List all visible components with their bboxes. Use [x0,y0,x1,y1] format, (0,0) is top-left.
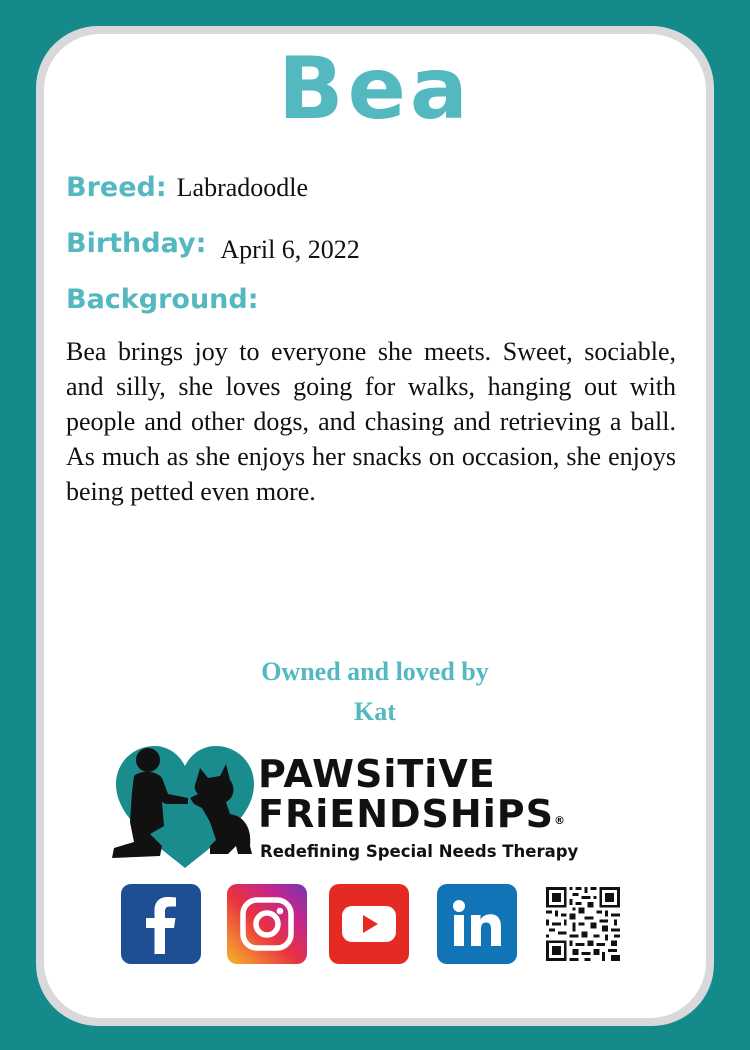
owner-name: Kat [354,697,396,726]
logo-wordmark-line1: PAWSiTiVE [258,752,496,796]
birthday-value: April 6, 2022 [220,235,360,264]
logo-wordmark-text: FRiENDSHiPS [258,792,554,836]
dog-name: Bea [278,39,472,139]
qr-code-icon[interactable] [546,887,620,961]
breed-value: Labradoodle [176,173,309,202]
linkedin-icon[interactable] [437,884,517,964]
facebook-icon[interactable] [121,884,201,964]
birthday-row [66,228,360,264]
logo-tagline: Redefining Special Needs Therapy [260,842,579,861]
owner-credit [0,652,750,732]
background-label: Background: [66,284,259,315]
registered-mark: ® [553,814,566,827]
breed-label: Breed: [66,172,167,203]
instagram-icon[interactable] [227,884,307,964]
background-text: Bea brings joy to everyone she meets. Sweet, sociable, and silly, she loves going for walks, hanging out with people and other dogs, and chasing and retrieving a ball. As much as she enjoys her snacks on occasion, she enjoys being petted even more. [66,337,676,506]
pawsitive-friendships-logo [110,742,630,874]
owner-credit-line: Owned and loved by [261,657,489,686]
youtube-icon[interactable] [329,884,409,964]
heart-silhouette-icon [110,742,260,874]
breed-row [66,172,308,203]
logo-wordmark-line2 [258,792,566,836]
birthday-label: Birthday: [66,228,207,259]
